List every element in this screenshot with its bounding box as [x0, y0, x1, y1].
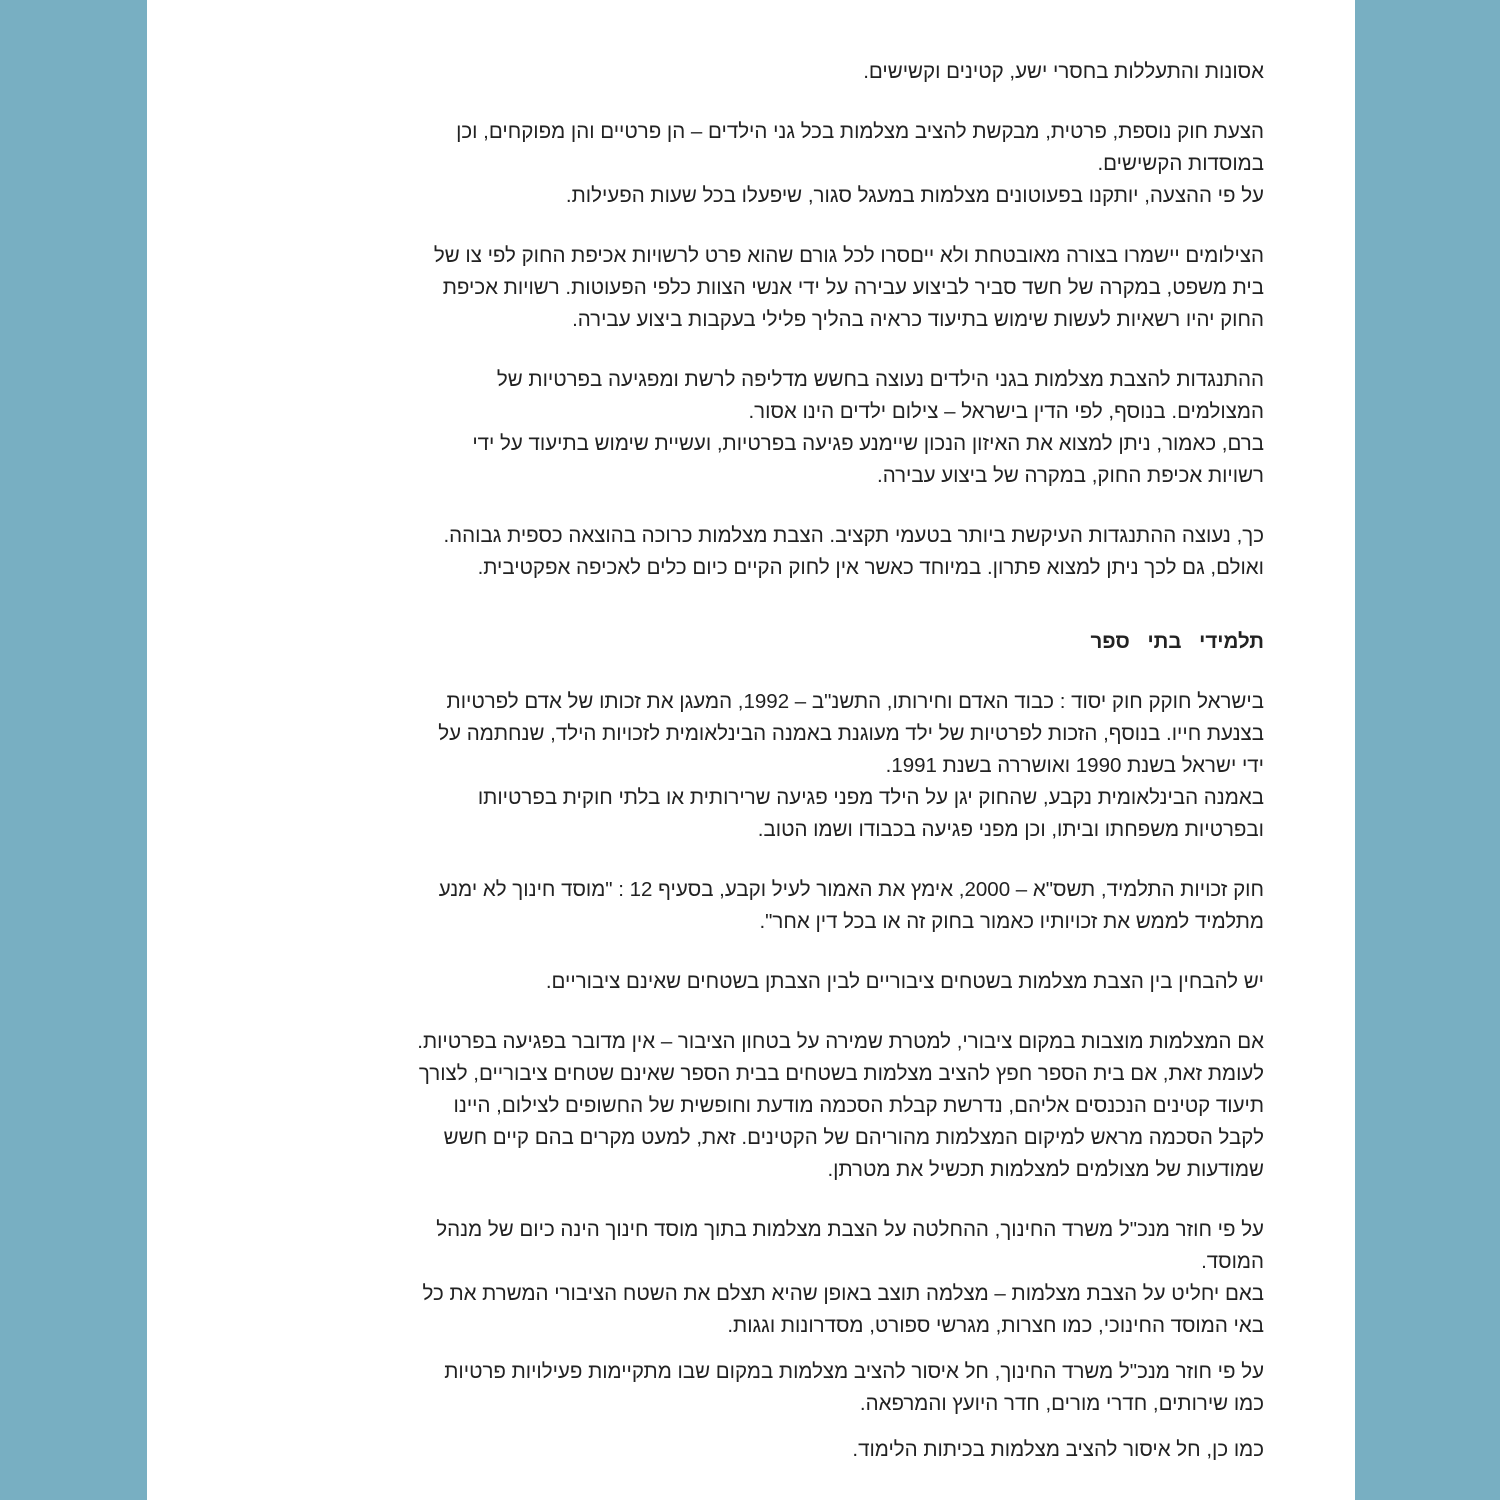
text-line: המוסד.: [1201, 1250, 1264, 1273]
paragraph-gap: [304, 658, 1264, 686]
paragraph-gap: [304, 212, 1264, 240]
text-line: ואולם, גם לכך ניתן למצוא פתרון. במיוחד כאשר אין לחוק הקיים כיום כלים לאכיפה אפקטיבית.: [477, 556, 1264, 579]
text-line: כמו כן, חל איסור להציב מצלמות בכיתות הלימוד.: [852, 1438, 1264, 1461]
text-line: באם יחליט על הצבת מצלמות – מצלמה תוצב באופן שהיא תצלם את השטח הציבורי המשרת את כל: [422, 1282, 1264, 1305]
text-line: החוק יהיו רשאיות לעשות שימוש בתיעוד כראיה בהליך פלילי בעקבות ביצוע עבירה.: [572, 308, 1264, 331]
paragraph-gap: [304, 88, 1264, 116]
paragraph-gap: [304, 492, 1264, 520]
text-line: בית משפט, במקרה של חשד סביר לביצוע עבירה על ידי אנשי הצוות כלפי הפעוטות. רשויות אכיפת: [442, 276, 1264, 299]
paragraph-gap: [304, 938, 1264, 966]
paragraph-gap: [304, 336, 1264, 364]
text-line: ובפרטיות משפחתו וביתו, וכן מפני פגיעה בכבודו ושמו הטוב.: [757, 818, 1264, 841]
text-line: אם המצלמות מוצבות במקום ציבורי, למטרת שמירה על בטחון הציבור – אין מדובר בפגיעה בפרטיות.: [417, 1030, 1264, 1053]
paragraph-gap: [304, 1420, 1264, 1434]
text-line: בצנעת חייו. בנוסף, הזכות לפרטיות של ילד מעוגנת באמנה הבינלאומית לזכויות הילד, שנחתמה על: [438, 722, 1264, 745]
text-line: כך, נעוצה ההתנגדות העיקשת ביותר בטעמי תקציב. הצבת מצלמות כרוכה בהוצאה כספית גבוהה.: [443, 524, 1264, 547]
paragraph-gap: [304, 998, 1264, 1026]
text-line: המצולמים. בנוסף, לפי הדין בישראל – צילום ילדים הינו אסור.: [748, 400, 1264, 423]
text-line: באמנה הבינלאומית נקבע, שהחוק יגן על הילד מפני פגיעה שרירותית או בלתי חוקית בפרטיותו: [477, 786, 1264, 809]
text-line: הצעת חוק נוספת, פרטית, מבקשת להציב מצלמות בכל גני הילדים – הן פרטיים והן מפוקחים, וכן: [456, 120, 1264, 143]
document-body: [304, 56, 1264, 1466]
text-line: ההתנגדות להצבת מצלמות בגני הילדים נעוצה בחשש מדליפה לרשת ומפגיעה בפרטיות של: [496, 368, 1264, 391]
text-line: שמודעות של מצולמים למצלמות תכשיל את מטרתן.: [827, 1158, 1264, 1181]
text-line: על פי חוזר מנכ"ל משרד החינוך, ההחלטה על הצבת מצלמות בתוך מוסד חינוך הינה כיום של מנהל: [436, 1218, 1264, 1241]
text-line: באי המוסד החינוכי, כמו חצרות, מגרשי ספורט, מסדרונות וגגות.: [727, 1314, 1264, 1337]
text-line: במוסדות הקשישים.: [1097, 152, 1264, 175]
text-line: ידי ישראל בשנת 1990 ואושררה בשנת 1991.: [885, 754, 1264, 777]
text-line: בישראל חוקק חוק יסוד : כבוד האדם וחירותו, התשנ"ב – 1992, המעגן את זכותו של אדם לפרטיות: [446, 690, 1264, 713]
paragraph-gap: [304, 846, 1264, 874]
text-line: על פי חוזר מנכ"ל משרד החינוך, חל איסור להציב מצלמות במקום שבו מתקיימות פעילויות פרטיות: [444, 1360, 1264, 1383]
text-line: חוק זכויות התלמיד, תשס"א – 2000, אימץ את האמור לעיל וקבע, בסעיף 12 : "מוסד חינוך לא ימנע: [438, 878, 1264, 901]
paragraph-gap: [304, 1342, 1264, 1356]
document-page: [147, 0, 1355, 1500]
section-heading: תלמידי בתי ספר: [1090, 630, 1264, 653]
text-line: יש להבחין בין הצבת מצלמות בשטחים ציבוריים לבין הצבתן בשטחים שאינם ציבוריים.: [545, 970, 1264, 993]
text-line: לעומת זאת, אם בית הספר חפץ להציב מצלמות בשטחים בבית הספר שאינם שטחים ציבוריים, לצורך: [418, 1062, 1264, 1085]
text-line: ברם, כאמור, ניתן למצוא את האיזון הנכון שיימנע פגיעה בפרטיות, ועשיית שימוש בתיעוד על ידי: [472, 432, 1264, 455]
text-line: רשויות אכיפת החוק, במקרה של ביצוע עבירה.: [877, 464, 1264, 487]
paragraph-gap: [304, 584, 1264, 626]
paragraph-gap: [304, 1186, 1264, 1214]
text-line: הצילומים יישמרו בצורה מאובטחת ולא ייםסרו לכל גורם שהוא פרט לרשויות אכיפת החוק לפי צו של: [433, 244, 1264, 267]
text-line: כמו שירותים, חדרי מורים, חדר היועץ והמרפאה.: [859, 1392, 1264, 1415]
text-line: מתלמיד לממש את זכויותיו כאמור בחוק זה או בכל דין אחר".: [759, 910, 1264, 933]
text-line: לקבל הסכמה מראש למיקום המצלמות מהוריהם של הקטינים. זאת, למעט מקרים בהם קיים חשש: [443, 1126, 1264, 1149]
text-line: על פי ההצעה, יותקנו בפעוטונים מצלמות במעגל סגור, שיפעלו בכל שעות הפעילות.: [565, 184, 1264, 207]
text-line: אסונות והתעללות בחסרי ישע, קטינים וקשישים.: [863, 60, 1264, 83]
text-line: תיעוד קטינים הנכנסים אליהם, נדרשת קבלת הסכמה מודעת וחופשית של החשופים לצילום, היינו: [453, 1094, 1264, 1117]
